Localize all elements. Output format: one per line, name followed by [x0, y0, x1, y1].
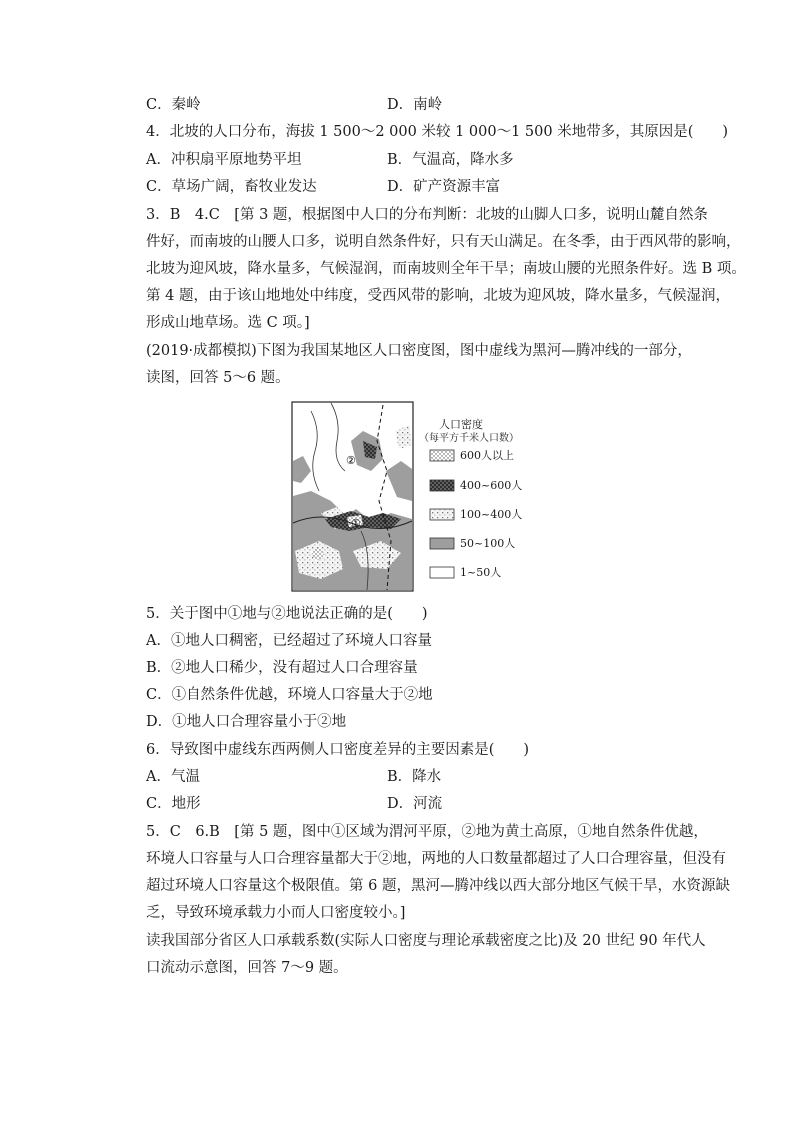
legend-swatch-600 [430, 450, 454, 461]
legend-swatch-400-600 [430, 480, 454, 491]
legend-subtitle: （每平方千米人口数） [419, 433, 519, 444]
q6-stem: 6．导致图中虚线东西两侧人口密度差异的主要因素是( ) [146, 742, 530, 758]
q4-option-a[interactable]: A．冲积扇平原地势平坦 [146, 152, 302, 168]
answer-3-4-line: 第 4 题，由于该山地地处中纬度，受西风带的影响，北坡为迎风坡，降水量多，气候湿润， [146, 288, 730, 304]
answer-3-4-line: 北坡为迎风坡，降水量多，气候湿润，而南坡则全年干旱；南坡山腰的光照条件好。选 B 项。 [146, 261, 746, 277]
answer-5-6-line: 超过环境人口容量这个极限值。第 6 题，黑河—腾冲线以西大部分地区气候干旱，水资源缺 [146, 878, 730, 894]
q4-option-b[interactable]: B．气温高，降水多 [387, 152, 514, 168]
map-svg [291, 401, 522, 592]
intro-7-9-line: 读我国部分省区人口承载系数(实际人口密度与理论承载密度之比)及 20 世纪 90 年代人 [146, 933, 706, 949]
q5-option-b[interactable]: B．②地人口稀少，没有超过人口合理容量 [146, 660, 418, 676]
q5-option-c[interactable]: C．①自然条件优越，环境人口容量大于②地 [146, 687, 433, 703]
q5-option-a[interactable]: A．①地人口稠密，已经超过了环境人口容量 [146, 633, 432, 649]
population-density-map [291, 401, 522, 592]
answer-5-6-line: 5．C 6.B [第 5 题，图中①区域为渭河平原，②地为黄土高原，①地自然条件优越， [146, 824, 708, 840]
q4-option-c[interactable]: C．草场广阔，畜牧业发达 [146, 179, 317, 195]
intro-5-6-line: 读图，回答 5～6 题。 [146, 370, 290, 386]
q3-option-d[interactable]: D．南岭 [387, 97, 443, 113]
legend-swatch-100-400 [430, 509, 454, 520]
legend-label: 50~100人 [460, 537, 516, 550]
intro-7-9-line: 口流动示意图，回答 7～9 题。 [146, 960, 348, 976]
q5-stem: 5．关于图中①地与②地说法正确的是( ) [146, 606, 428, 622]
legend-title: 人口密度 [439, 418, 483, 431]
q6-option-d[interactable]: D．河流 [387, 796, 443, 812]
q6-option-a[interactable]: A．气温 [146, 769, 200, 785]
legend-label: 600人以上 [460, 449, 514, 462]
legend-swatch-50-100 [430, 538, 454, 549]
answer-3-4-line: 件好，而南坡的山腰人口多，说明自然条件好，只有天山满足。在冬季，由于西风带的影响， [146, 234, 741, 250]
legend-label: 1~50人 [460, 566, 502, 579]
q3-option-c[interactable]: C．秦岭 [146, 97, 201, 113]
legend-swatch-1-50 [430, 567, 454, 578]
legend-label: 400~600人 [460, 479, 523, 492]
q6-option-b[interactable]: B．降水 [387, 769, 442, 785]
q4-option-d[interactable]: D．矿产资源丰富 [387, 179, 501, 195]
answer-3-4-line: 3．B 4.C [第 3 题，根据图中人口的分布判断：北坡的山脚人口多，说明山麓自然条 [146, 207, 708, 223]
q4-stem: 4．北坡的人口分布，海拔 1 500～2 000 米较 1 000～1 500 米地带多，其原因是( ) [146, 124, 729, 140]
intro-5-6-line: (2019·成都模拟)下图为我国某地区人口密度图，图中虚线为黑河—腾冲线的一部分， [146, 343, 692, 359]
marker-1: ① [351, 517, 361, 530]
answer-5-6-line: 环境人口容量与人口合理容量都大于②地，两地的人口数量都超过了人口合理容量，但没有 [146, 851, 726, 867]
map-legend [430, 450, 454, 578]
marker-2: ② [346, 454, 356, 467]
legend-label: 100~400人 [460, 508, 523, 521]
answer-5-6-line: 乏，导致环境承载力小而人口密度较小。] [146, 905, 406, 921]
q5-option-d[interactable]: D．①地人口合理容量小于②地 [146, 714, 347, 730]
answer-3-4-line: 形成山地草场。选 C 项。] [146, 315, 310, 331]
map-area [292, 402, 413, 591]
q6-option-c[interactable]: C．地形 [146, 796, 201, 812]
